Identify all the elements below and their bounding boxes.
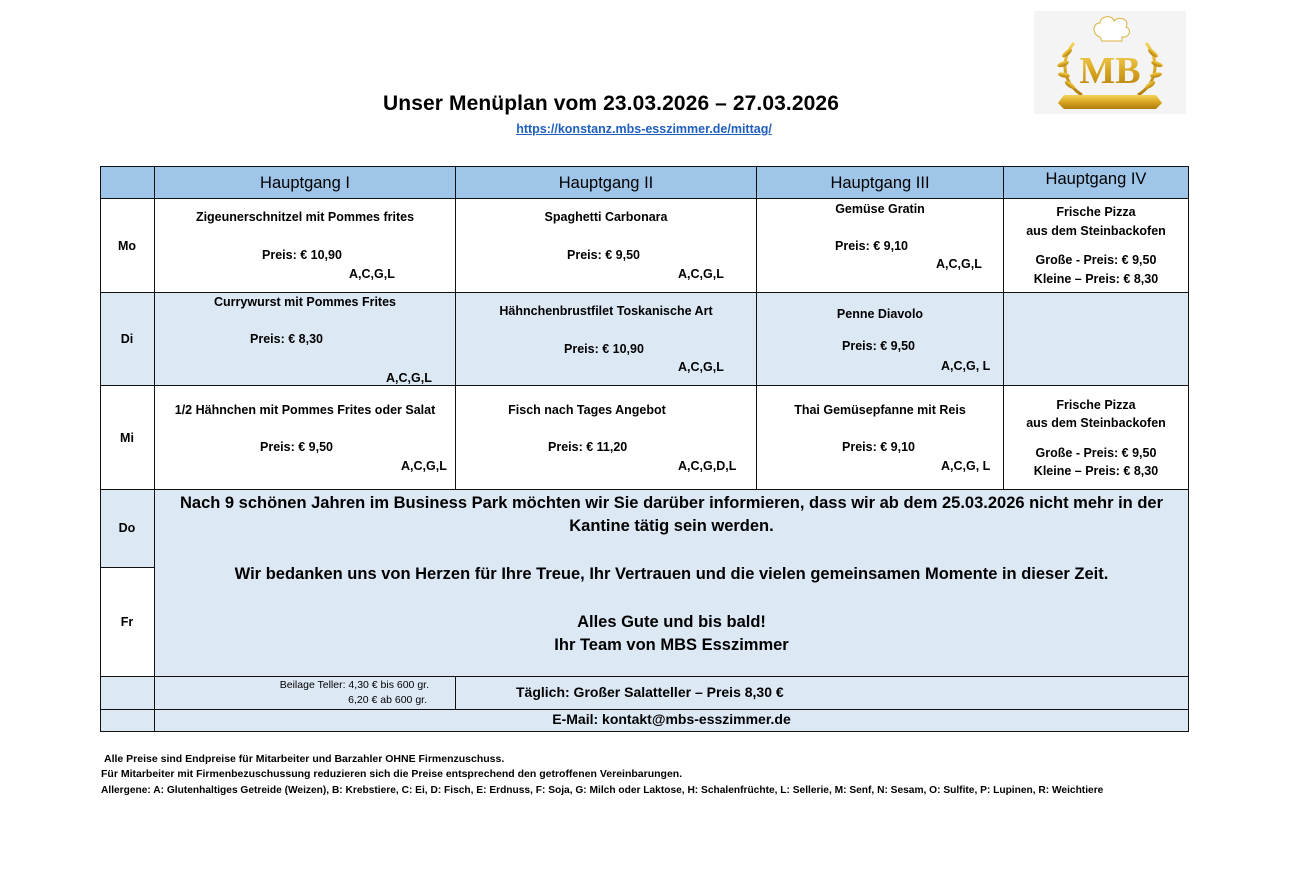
closing-notice-line: Wir bedanken uns von Herzen für Ihre Treue, Ihr Vertrauen und die vielen gemeinsamen Momente in dieser Zeit. [234, 565, 1109, 583]
dish-allergens: A,C,G,L [386, 371, 432, 385]
dish-price: Kleine – Preis: € 8,30 [1033, 464, 1159, 478]
closing-notice-line: Alles Gute und bis bald! [577, 613, 766, 631]
dish-name: Hähnchenbrustfilet Toskanische Art [499, 304, 713, 318]
dish-price: Preis: € 11,20 [548, 440, 628, 454]
grid-line [1188, 166, 1189, 732]
footnote-prices: Alle Preise sind Endpreise für Mitarbeiter und Barzahler OHNE Firmenzuschuss. [104, 753, 505, 765]
grid-line [455, 676, 456, 709]
dish-price: Große - Preis: € 9,50 [1035, 446, 1157, 460]
dish-price: Preis: € 9,50 [567, 248, 640, 262]
dish-name: aus dem Steinbackofen [1026, 416, 1166, 430]
day-label-do: Do [118, 521, 136, 535]
svg-text:MB: MB [1079, 50, 1141, 92]
closing-notice-line: Ihr Team von MBS Esszimmer [554, 636, 789, 654]
side-plate-line: Beilage Teller: 4,30 € bis 600 gr. [279, 679, 429, 691]
grid-line [100, 385, 1189, 386]
restaurant-logo [1034, 11, 1186, 114]
dish-allergens: A,C,G, L [941, 359, 991, 373]
dish-price: Preis: € 10,90 [564, 342, 644, 356]
footnote-subsidy: Für Mitarbeiter mit Firmenbezuschussung reduzieren sich die Preise entsprechend den getroffenen Vereinbarungen. [101, 768, 683, 780]
column-header-hauptgang-3: Hauptgang III [830, 174, 930, 192]
dish-name: Penne Diavolo [836, 307, 924, 321]
grid-line [100, 676, 1189, 677]
dish-price: Große - Preis: € 9,50 [1035, 253, 1157, 267]
menu-link[interactable]: https://konstanz.mbs-esszimmer.de/mittag/ [516, 122, 772, 136]
day-label-mi: Mi [120, 431, 134, 445]
closing-notice-line: Kantine tätig sein werden. [569, 517, 774, 535]
day-label-di: Di [120, 332, 134, 346]
dish-name: Frische Pizza [1056, 398, 1136, 412]
dish-allergens: A,C,G,L [349, 267, 395, 281]
dish-allergens: A,C,G,L [936, 257, 982, 271]
side-plate-info [155, 678, 429, 708]
dish-name: Gemüse Gratin [835, 202, 925, 216]
dish-name: Spaghetti Carbonara [544, 210, 668, 224]
dish-allergens: A,C,G,L [678, 360, 724, 374]
dish-price: Preis: € 9,10 [842, 440, 915, 454]
day-label-mo: Mo [117, 239, 137, 253]
grid-line [100, 166, 1189, 167]
closing-notice-line: Nach 9 schönen Jahren im Business Park möchten wir Sie darüber informieren, dass wir ab dem 25.03.2026 nicht mehr in der [179, 494, 1163, 512]
dish-price: Preis: € 9,50 [842, 339, 915, 353]
grid-line [100, 567, 155, 568]
page-title: Unser Menüplan vom 23.03.2026 – 27.03.2026 [383, 92, 839, 115]
dish-allergens: A,C,G,L [401, 459, 447, 473]
grid-line [100, 292, 1189, 293]
dish-name: Frische Pizza [1056, 205, 1136, 219]
grid-line [100, 709, 1189, 710]
dish-price: Preis: € 9,50 [260, 440, 333, 454]
dish-name: Thai Gemüsepfanne mit Reis [794, 403, 966, 417]
chef-hat-laurel-logo-icon [1034, 11, 1186, 114]
side-plate-line: 6,20 € ab 600 gr. [348, 694, 427, 706]
column-header-hauptgang-4: Hauptgang IV [1045, 170, 1147, 188]
daily-salad: Täglich: Großer Salatteller – Preis 8,30 € [516, 684, 784, 700]
grid-line [100, 198, 1189, 199]
dish-allergens: A,C,G,D,L [678, 459, 737, 473]
dish-name: Currywurst mit Pommes Frites [214, 295, 396, 309]
grid-line [100, 489, 1189, 490]
grid-line [100, 731, 1189, 732]
day-label-fr: Fr [120, 615, 134, 629]
dish-name: aus dem Steinbackofen [1026, 224, 1166, 238]
dish-allergens: A,C,G, L [941, 459, 991, 473]
dish-price: Preis: € 10,90 [262, 248, 342, 262]
dish-name: Zigeunerschnitzel mit Pommes frites [195, 210, 415, 224]
dish-name: Fisch nach Tages Angebot [508, 403, 666, 417]
contact-email: E-Mail: kontakt@mbs-esszimmer.de [552, 711, 791, 727]
dish-price: Preis: € 9,10 [835, 239, 908, 253]
footnote-allergens: Allergene: A: Glutenhaltiges Getreide (Weizen), B: Krebstiere, C: Ei, D: Fisch, E: Erdnuss, F: Soja, G: Milch oder Laktose, H: Schalenfrüchte, L: Sellerie, M: Senf, N: Sesam, O: Sulfite, P: Lupinen, R: Weichtiere [101, 785, 1104, 796]
dish-name: 1/2 Hähnchen mit Pommes Frites oder Salat [174, 403, 436, 417]
dish-price: Kleine – Preis: € 8,30 [1033, 272, 1159, 286]
dish-price: Preis: € 8,30 [250, 332, 323, 346]
dish-allergens: A,C,G,L [678, 267, 724, 281]
column-header-hauptgang-1: Hauptgang I [260, 174, 350, 192]
column-header-hauptgang-2: Hauptgang II [558, 174, 654, 192]
